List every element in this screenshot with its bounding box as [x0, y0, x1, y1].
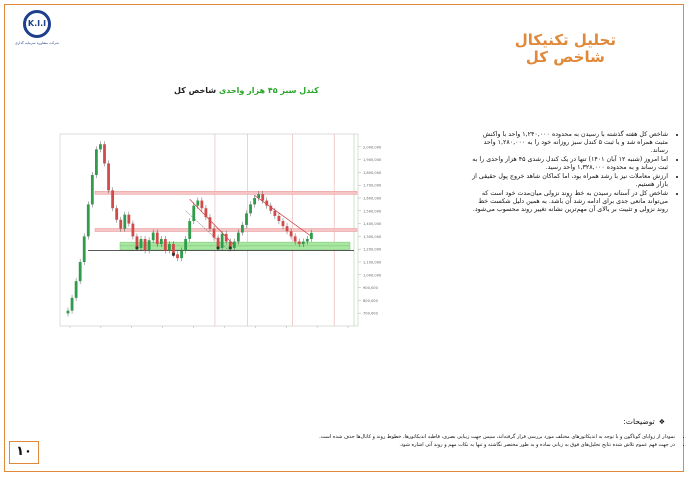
candle-body	[294, 236, 297, 241]
candle-body	[136, 236, 139, 248]
candle-body	[176, 254, 179, 258]
candle-body	[184, 239, 187, 251]
candle-body	[241, 225, 244, 233]
pivot-dot	[135, 246, 138, 249]
company-logo	[14, 10, 60, 56]
candle-body	[306, 239, 309, 242]
candle-body	[103, 144, 106, 163]
y-tick-label: 1,300,000	[363, 234, 382, 239]
candle-body	[71, 298, 74, 311]
note-item: • نمودار از زوایای گوناگون و با توجه به اندیکاتورهای مختلف مورد بررسی قرار گرفته‌اند، سپس جهت زیبایی بصری، قاطبه اندیکاتورها، خطوط روند و کانال‌ها حذف شده است.	[40, 433, 675, 441]
candle-body	[180, 250, 183, 258]
candle-body	[127, 215, 130, 224]
y-tick-label: 700,000	[363, 311, 378, 316]
y-tick-label: 1,000,000	[363, 273, 382, 278]
candle-body	[245, 213, 248, 225]
y-tick-label: 1,200,000	[363, 247, 382, 252]
candle-body	[75, 281, 78, 298]
candle-body	[286, 226, 289, 231]
logo-mark	[23, 10, 51, 38]
candle-body	[168, 244, 171, 250]
page-title-line2: شاخص کل	[525, 48, 605, 66]
y-tick-label: 1,500,000	[363, 209, 382, 214]
index-chart	[56, 131, 410, 334]
diamond-bullet-icon: ❖	[658, 418, 665, 426]
candle-body	[83, 236, 86, 262]
candle-body	[205, 208, 208, 217]
y-tick-label: 1,700,000	[363, 183, 382, 188]
candle-body	[225, 234, 228, 242]
candle-body	[144, 239, 147, 251]
logo-caption: شرکت مشاوره سرمایه گذاری	[14, 41, 60, 45]
candle-body	[87, 204, 90, 236]
candle-body	[221, 234, 224, 248]
candle-body	[99, 144, 102, 149]
candle-body	[140, 239, 143, 248]
candle-body	[209, 217, 212, 229]
pivot-dot	[216, 246, 219, 249]
analysis-bullets	[470, 131, 678, 215]
candle-body	[257, 194, 260, 198]
candle-body	[233, 242, 236, 248]
chart-heading-dark: شاخص کل	[174, 86, 217, 95]
y-tick-label: 800,000	[363, 298, 378, 303]
candle-body	[213, 229, 216, 238]
candle-body	[67, 311, 70, 314]
candle-body	[273, 211, 276, 216]
candle-body	[132, 224, 135, 237]
candle-body	[196, 201, 199, 206]
notes-heading-text: توضیحات:	[623, 417, 655, 426]
y-tick-label: 1,800,000	[363, 170, 382, 175]
candle-body	[261, 194, 264, 200]
note-item: • در جهت فهم عموم تلاش شده نتایج تحلیل‌های فوق به زبانی ساده و به طور مختصر نگاشته و تنها به نکات مهم و روند آتی اشاره شود.	[40, 441, 675, 449]
candle-body	[188, 221, 191, 239]
notes-list	[40, 433, 690, 449]
candle-body	[156, 233, 159, 245]
bullet-item: • اما امروز (شنبه ۱۲ آبان ۱۴۰۱) تنها در یک کندل رشدی ۴۵ هزار واحدی را به ثبت رساند و به محدوده ۱,۳۲۸,۰۰۰ واحد رسید.	[470, 156, 668, 172]
candle-body	[119, 220, 122, 229]
logo-mark-text: K.I.I	[27, 19, 47, 28]
candle-body	[79, 262, 82, 281]
bullet-item: • شاخص کل هفته گذشته با رسیدن به محدوده ۱,۲۴۰,۰۰۰ واحد با واکنش مثبت همراه شد و با ثبت ۵ کندل سبز روزانه خود را به ۱,۲۸۰,۰۰۰ واحد رساند.	[470, 131, 668, 155]
bullet-item: • ارزش معاملات نیز با رشد همراه بود، اما کماکان شاهد خروج پول حقیقی از بازار هستیم.	[470, 173, 668, 189]
page-title-line1: تحلیل تکنیکال	[514, 31, 616, 49]
resistance-band	[95, 191, 357, 194]
candle-body	[249, 204, 252, 213]
candle-body	[152, 233, 155, 241]
candle-body	[310, 233, 313, 239]
page-title	[515, 32, 616, 66]
candle-body	[107, 163, 110, 190]
candle-body	[91, 175, 94, 204]
candle-body	[200, 201, 203, 209]
pivot-dot	[172, 253, 175, 256]
candle-body	[237, 233, 240, 242]
y-tick-label: 2,000,000	[363, 145, 382, 150]
candle-body	[265, 201, 268, 206]
candle-body	[269, 206, 272, 211]
candle-body	[298, 242, 301, 245]
notes-heading	[623, 417, 665, 426]
candle-body	[302, 242, 305, 245]
candle-body	[160, 239, 163, 244]
y-tick-label: 1,600,000	[363, 196, 382, 201]
candle-body	[290, 231, 293, 236]
bullet-item: • شاخص کل در آستانه رسیدن به خط روند نزولی میان‌مدت خود است که می‌تواند مانعی جدی برای ادامه رشد آن باشد. به همین دلیل شکست خط روند نزولی و تثبیت بر بالای آن مهم‌ترین نشانه تغییر روند محسوب می‌شود.	[470, 190, 668, 214]
pivot-dot	[229, 246, 232, 249]
candle-body	[111, 190, 114, 208]
y-tick-label: 1,400,000	[363, 222, 382, 227]
candle-body	[115, 208, 118, 220]
y-tick-label: 900,000	[363, 286, 378, 291]
candle-body	[192, 206, 195, 221]
candle-body	[148, 240, 151, 250]
candle-body	[253, 198, 256, 204]
candle-body	[95, 149, 98, 175]
candle-body	[278, 216, 281, 221]
chart-heading	[174, 86, 319, 95]
candle-body	[282, 221, 285, 226]
y-tick-label: 1,100,000	[363, 260, 382, 265]
chart-heading-green: کندل سبز ۴۵ هزار واحدی	[218, 86, 319, 95]
candle-body	[164, 239, 167, 251]
page-number: ۱۰	[9, 441, 39, 464]
y-tick-label: 1,900,000	[363, 158, 382, 163]
candle-body	[123, 215, 126, 229]
